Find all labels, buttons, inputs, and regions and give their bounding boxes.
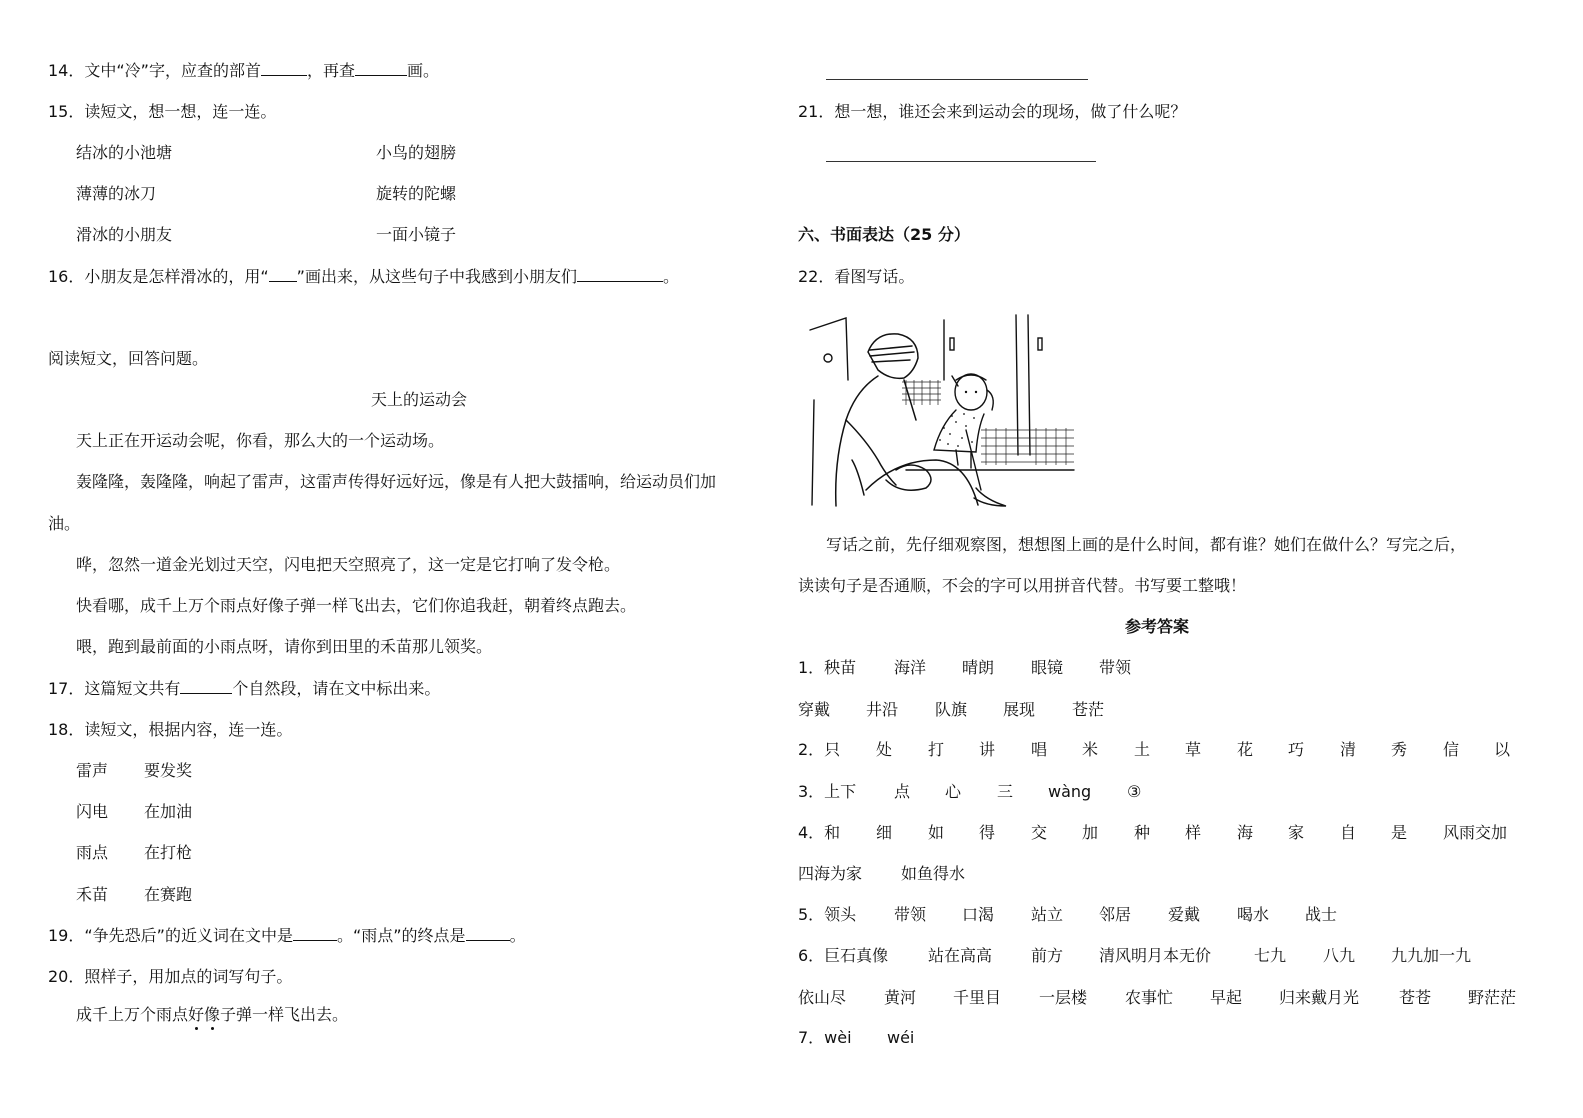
answer-item: 自 [1340, 823, 1357, 842]
match-left-item[interactable]: 结冰的小池塘 [76, 143, 173, 162]
answer-item: 花 [1237, 740, 1254, 759]
question-number: 14． [48, 61, 85, 80]
answer-item: 细 [876, 823, 893, 842]
answer-item: 九九加一九 [1391, 946, 1472, 965]
match-right-item[interactable]: 在打枪 [144, 843, 193, 862]
question-text: 。 [509, 926, 526, 945]
answer-item: 2．只 [798, 740, 841, 759]
question-22 [798, 267, 914, 287]
answer-item: 眼镜 [1031, 658, 1064, 677]
answer-item: 站在高高 [928, 946, 993, 965]
answer-item: 如 [928, 823, 945, 842]
answers-title: 参考答案 [1125, 617, 1190, 636]
answer-item: 带领 [894, 905, 927, 924]
question-text: 画。 [406, 61, 439, 80]
question-text: ”画出来，从这些句子中我感到小朋友们 [296, 267, 577, 286]
answer-item: 巧 [1288, 740, 1305, 759]
answer-item: 6．巨石真像 [798, 946, 889, 965]
answer-blank[interactable] [293, 926, 337, 941]
question-text: 。“雨点”的终点是 [336, 926, 466, 945]
answer-item: 如鱼得水 [901, 864, 966, 883]
reading-intro: 阅读短文，回答问题。 [48, 349, 209, 368]
answer-item: 米 [1082, 740, 1099, 759]
answer-item: 野茫茫 [1468, 988, 1517, 1007]
answer-item: 4．和 [798, 823, 841, 842]
passage-paragraph-continued: 油。 [48, 514, 81, 533]
answer-item: 打 [928, 740, 945, 759]
match-left-item[interactable]: 禾苗 [76, 885, 109, 904]
question-text: 想一想，谁还会来到运动会的现场，做了什么呢？ [834, 102, 1187, 121]
question-17 [48, 679, 440, 699]
question-number: 21． [798, 102, 835, 121]
answer-item: 四海为家 [798, 864, 863, 883]
question-20 [48, 967, 292, 987]
answer-item: 以 [1494, 740, 1511, 759]
answer-item: 早起 [1210, 988, 1243, 1007]
question-text: “争先恐后”的近义词在文中是 [84, 926, 293, 945]
answer-item: 清风明月本无价 [1099, 946, 1212, 965]
question-text: 读短文，想一想，连一连。 [84, 102, 277, 121]
answer-item: 依山尽 [798, 988, 847, 1007]
match-left-item[interactable]: 闪电 [76, 802, 109, 821]
match-right-item[interactable]: 要发奖 [144, 761, 193, 780]
answer-item: 千里目 [953, 988, 1002, 1007]
answer-item: 苍苍 [1399, 988, 1432, 1007]
match-left-item[interactable]: 雷声 [76, 761, 109, 780]
question-number: 17． [48, 679, 85, 698]
answer-item: 种 [1134, 823, 1151, 842]
match-right-item[interactable]: 小鸟的翅膀 [376, 143, 457, 162]
question-number: 19． [48, 926, 85, 945]
match-right-item[interactable]: 在赛跑 [144, 885, 193, 904]
answer-item: 信 [1443, 740, 1460, 759]
writing-instructions: 写话之前，先仔细观察图，想想图上画的是什么时间，都有谁？她们在做什么？写完之后， [826, 535, 1467, 554]
question-text: 照样子，用加点的词写句子。 [84, 967, 293, 986]
question-text: 小朋友是怎样滑冰的，用“ [84, 267, 269, 286]
question-18 [48, 720, 292, 740]
question-number: 22． [798, 267, 835, 286]
match-left-item[interactable]: 雨点 [76, 843, 109, 862]
answer-blank[interactable] [180, 679, 232, 694]
answer-item: 邻居 [1099, 905, 1132, 924]
answer-item: 井沿 [866, 700, 899, 719]
answer-item: 三 [997, 782, 1014, 801]
answer-item: 加 [1082, 823, 1099, 842]
answer-blank[interactable] [466, 926, 510, 941]
answer-item: 唱 [1031, 740, 1048, 759]
answer-item: 晴朗 [962, 658, 995, 677]
answer-item: 口渴 [962, 905, 995, 924]
question-number: 15． [48, 102, 85, 121]
match-left-item[interactable]: 滑冰的小朋友 [76, 225, 173, 244]
question-text: 看图写话。 [834, 267, 915, 286]
passage-paragraph: 轰隆隆，轰隆隆，响起了雷声，这雷声传得好远好远，像是有人把大鼓擂响，给运动员们加 [76, 472, 717, 491]
match-left-item[interactable]: 薄薄的冰刀 [76, 184, 157, 203]
answer-line[interactable] [826, 78, 1088, 80]
section-heading: 六、书面表达（25 分） [798, 225, 970, 244]
answer-item: 草 [1185, 740, 1202, 759]
answer-item: 清 [1340, 740, 1357, 759]
answer-item: 八九 [1323, 946, 1356, 965]
answer-item: 样 [1185, 823, 1202, 842]
question-text: 文中“冷”字，应查的部首 [84, 61, 261, 80]
passage-paragraph: 快看哪，成千上万个雨点好像子弹一样飞出去，它们你追我赶，朝着终点跑去。 [76, 596, 637, 615]
question-text: ，再查 [306, 61, 355, 80]
passage-paragraph: 喂，跑到最前面的小雨点呀，请你到田里的禾苗那儿领奖。 [76, 637, 493, 656]
answer-item: 归来戴月光 [1279, 988, 1360, 1007]
answer-item: 是 [1391, 823, 1408, 842]
answer-item: 5．领头 [798, 905, 857, 924]
match-right-item[interactable]: 一面小镜子 [376, 225, 457, 244]
answer-item: 农事忙 [1125, 988, 1174, 1007]
answer-item: 站立 [1031, 905, 1064, 924]
answer-item: 交 [1031, 823, 1048, 842]
answer-item: 讲 [979, 740, 996, 759]
passage-title [48, 390, 848, 410]
answer-item: 穿戴 [798, 700, 831, 719]
picture-illustration [806, 310, 1076, 515]
answer-item: ③ [1127, 782, 1142, 801]
passage-paragraph: 天上正在开运动会呢，你看，那么大的一个运动场。 [76, 431, 445, 450]
question-text: 个自然段，请在文中标出来。 [232, 679, 441, 698]
answer-item: 前方 [1031, 946, 1064, 965]
answer-blank[interactable] [355, 61, 407, 76]
answer-item: 3．上下 [798, 782, 857, 801]
answer-item: 得 [979, 823, 996, 842]
passage-paragraph: 哗，忽然一道金光划过天空，闪电把天空照亮了，这一定是它打响了发令枪。 [76, 555, 621, 574]
emphasized-char: 像 [204, 1005, 221, 1024]
answer-item: 处 [876, 740, 893, 759]
answer-item: 心 [945, 782, 962, 801]
answer-blank[interactable] [261, 61, 307, 76]
answer-item: 七九 [1254, 946, 1287, 965]
answer-item: 土 [1134, 740, 1151, 759]
answer-item: 海洋 [894, 658, 927, 677]
answer-item: 爱戴 [1168, 905, 1201, 924]
question-19 [48, 926, 526, 946]
answer-item: 家 [1288, 823, 1305, 842]
question-number: 16． [48, 267, 85, 286]
example-text: 成千上万个雨点 [76, 1005, 189, 1024]
answer-item: 风雨交加 [1443, 823, 1508, 842]
question-14 [48, 61, 439, 81]
question-16 [48, 267, 679, 287]
answer-item: 1．秧苗 [798, 658, 857, 677]
question-15 [48, 102, 276, 122]
match-right-item[interactable]: 在加油 [144, 802, 193, 821]
passage-title-text: 天上的运动会 [371, 390, 468, 409]
answer-item: 带领 [1099, 658, 1132, 677]
match-right-item[interactable]: 旋转的陀螺 [376, 184, 457, 203]
question-text: 读短文，根据内容，连一连。 [84, 720, 293, 739]
question-number: 20． [48, 967, 85, 986]
example-sentence [76, 1005, 348, 1025]
question-text: 。 [662, 267, 679, 286]
answer-item: wéi [887, 1028, 915, 1047]
question-21 [798, 102, 1186, 122]
answer-blank[interactable] [577, 267, 663, 282]
answer-item: 海 [1237, 823, 1254, 842]
example-text: 子弹一样飞出去。 [220, 1005, 349, 1024]
answer-item: 秀 [1391, 740, 1408, 759]
answer-item: 队旗 [935, 700, 968, 719]
emphasized-char: 好 [188, 1005, 205, 1024]
answer-item: 黄河 [884, 988, 917, 1007]
writing-instructions-continued: 读读句子是否通顺，不会的字可以用拼音代替。书写要工整哦！ [798, 576, 1247, 595]
answer-item: 点 [894, 782, 911, 801]
answer-item: 苍茫 [1072, 700, 1105, 719]
answer-item: 战士 [1305, 905, 1338, 924]
cleaning-scene-icon [806, 310, 1076, 515]
answer-line[interactable] [826, 160, 1096, 162]
answer-item: 7．wèi [798, 1028, 852, 1047]
answer-item: wàng [1048, 782, 1092, 801]
question-text: 这篇短文共有 [84, 679, 181, 698]
question-number: 18． [48, 720, 85, 739]
answer-blank[interactable] [269, 267, 297, 282]
answer-item: 喝水 [1237, 905, 1270, 924]
answer-item: 展现 [1003, 700, 1036, 719]
answer-item: 一层楼 [1039, 988, 1088, 1007]
